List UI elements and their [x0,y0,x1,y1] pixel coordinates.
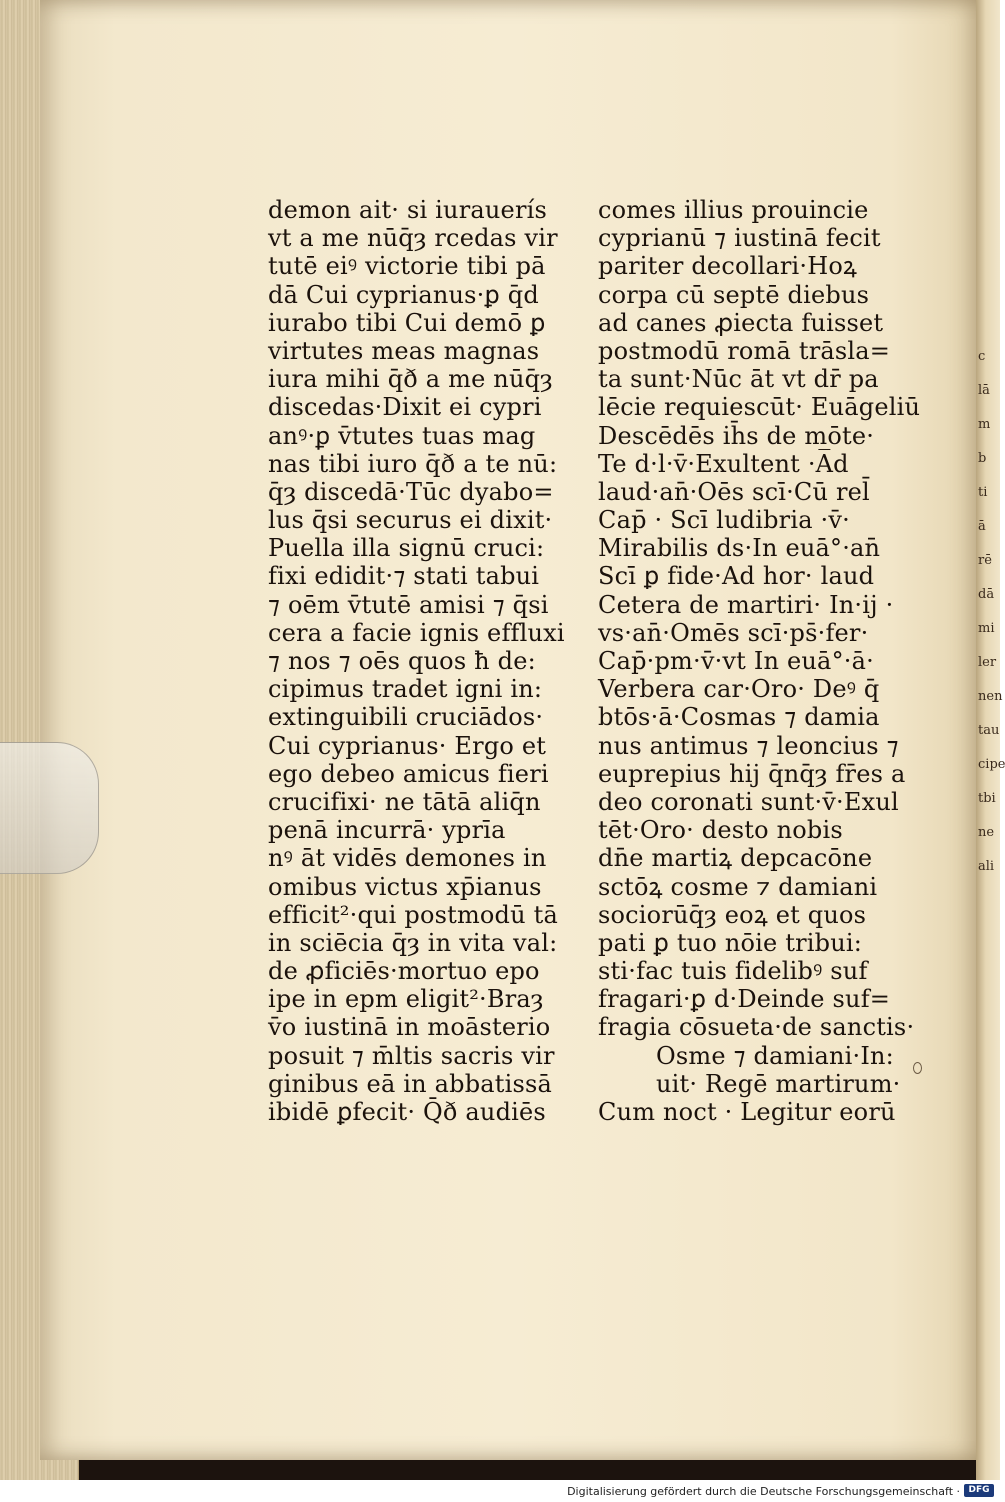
text-line: penā incurrā· yprīa [268,816,506,845]
text-line: ginibus eā in abbatissā [268,1069,553,1098]
text-line: ta sunt·Nūc āt vt dr̄ pa [598,365,879,394]
text-line: corpa cū septē diebus [598,280,870,309]
margin-fragment: tau [978,723,1000,738]
ink-mark [913,1062,922,1074]
text-line: anꝰ·ꝑ v̄tutes tuas mag [268,421,536,450]
text-line: Verbera car·Oro· Deꝰ q̄ [598,675,880,704]
text-line: pati ꝑ tuo nōie tribui: [598,928,863,957]
text-line: cera a facie ignis effluxi [268,618,565,647]
text-line: vs·an̄·Omēs scī·ps̄·fer· [598,618,869,647]
text-column-right [598,196,921,1126]
text-line: crucifixi· ne tātā aliq̄n [268,787,541,816]
margin-fragment: m [978,417,991,432]
text-line: tutē eiꝰ victorie tibi pā [268,252,546,281]
text-line: iura mihi q̄ð a me nūq̄ȝ [268,365,553,394]
text-line: sctōꝝ cosme ⁊ damiani [598,872,878,901]
text-line: dn̄e martiꝝ depcacōne [598,844,873,873]
footer-credit: Digitalisierung gefördert durch die Deutsche Forschungsgemeinschaft · [567,1485,960,1498]
text-line: ego debeo amicus fieri [268,759,549,788]
margin-fragment: b [978,451,987,466]
text-line: laud·an̄·Oēs scī·Cū rel̄ [598,477,870,506]
margin-fragment: ne [978,825,995,840]
text-line: q̄ȝ discedā·Tūc dyabo= [268,477,554,506]
margin-fragment: lā [978,383,990,398]
adjacent-page-fragments [978,340,1005,884]
dfg-logo: DFG [964,1484,994,1497]
page-clip [0,742,99,874]
text-line: lus q̄si securus ei dixit· [268,506,553,535]
text-line: Puella illa signū cruci: [268,534,545,563]
text-line: fragari·ꝑ d·Deinde suf= [598,985,891,1014]
text-line: posuit ⁊ m̄ltis sacris vir [268,1041,555,1070]
text-line: virtutes meas magnas [268,336,540,365]
text-line: Mirabilis ds·In euā°·an̄ [598,534,881,563]
margin-fragment: rē [978,553,992,568]
text-line: vt a me nūq̄ȝ rcedas vir [268,224,558,253]
text-line: Scī ꝑ fide·Ad hor· laud [598,562,875,591]
text-line: iurabo tibi Cui demō ꝑ [268,308,546,337]
text-line: postmodū romā trāsla= [598,336,891,365]
text-line: lēcie requiescūt· Euāgeliū [598,393,921,422]
text-line: nus antimus ⁊ leoncius ⁊ [598,731,899,760]
text-line: Cap̄·pm·v̄·vt In euā°·ā· [598,647,874,675]
text-line: nꝰ āt vidēs demones in [268,844,547,873]
text-column-left [268,196,568,1126]
margin-fragment: c [978,349,986,364]
text-line: ad canes ꝓiecta fuisset [598,308,884,337]
text-line: demon ait· si iurauerís [268,196,548,224]
margin-fragment: cipe [978,757,1005,772]
text-line: Osme ⁊ damiani·In: [656,1041,894,1070]
text-line: ⁊ nos ⁊ oēs quos ħ de: [268,647,536,675]
margin-fragment: tbi [978,791,996,806]
text-line: deo coronati sunt·v̄·Exul [598,787,899,816]
margin-fragment: dā [978,587,995,602]
text-line: Cum noct · Legitur eorū [598,1098,896,1126]
margin-fragment: mi [978,621,995,636]
text-line: cipimus tradet igni in: [268,675,543,704]
text-line: ipe in epm eligit²·Braȝ [268,985,544,1014]
margin-fragment: ti [978,485,988,500]
text-line: in sciēcia q̄ȝ in vita val: [268,928,558,957]
text-line: discedas·Dixit ei cypri [268,393,542,422]
text-line: comes illius prouincie [598,196,869,224]
text-line: Cetera de martiri· In·ij · [598,590,894,619]
text-line: fixi edidit·⁊ stati tabui [268,562,540,591]
margin-fragment: nen [978,689,1003,704]
text-line: uit· Regē martirum· [656,1069,901,1098]
text-line: de ꝓficiēs·mortuo epo [268,957,540,986]
text-line: btōs·ā·Cosmas ⁊ damia [598,703,880,732]
text-line: fragia cōsueta·de sanctis· [598,1013,915,1042]
text-line: v̄o iustinā in moāsterio [268,1013,551,1042]
text-line: Te d·l·v̄·Exultent ·A̅d [598,449,849,478]
text-line: omibus victus xp̄ianus [268,872,542,901]
text-line: euprepius hij q̄nq̄ȝ fr̄es a [598,759,906,788]
margin-fragment: ā [978,519,986,534]
text-line: ibidē ꝑfecit· Q̄ð audiēs [268,1098,546,1126]
text-line: extinguibili cruciādos· [268,703,544,732]
text-line: sti·fac tuis fidelibꝰ suf [598,957,868,986]
text-line: dā Cui cyprianus·ꝑ q̄d [268,280,539,309]
margin-fragment: ali [978,859,995,874]
text-line: sociorūq̄ȝ eoꝝ et quos [598,900,867,929]
text-line: Descēdēs ih̄s de mōte· [598,421,875,450]
margin-fragment: ler [978,655,997,670]
text-line: cyprianū ⁊ iustinā fecit [598,224,881,253]
text-line: tēt·Oro· desto nobis [598,816,843,845]
footer-bar [0,1480,1000,1502]
text-line: Cap̄ · Scī ludibria ·v̄· [598,506,850,535]
text-line: efficit²·qui postmodū tā [268,900,558,929]
text-line: pariter decollari·Hoꝝ [598,252,858,281]
text-line: Cui cyprianus· Ergo et [268,731,547,760]
text-line: nas tibi iuro q̄ð a te nū: [268,449,558,478]
text-line: ⁊ oēm v̄tutē amisi ⁊ q̄si [268,590,549,619]
